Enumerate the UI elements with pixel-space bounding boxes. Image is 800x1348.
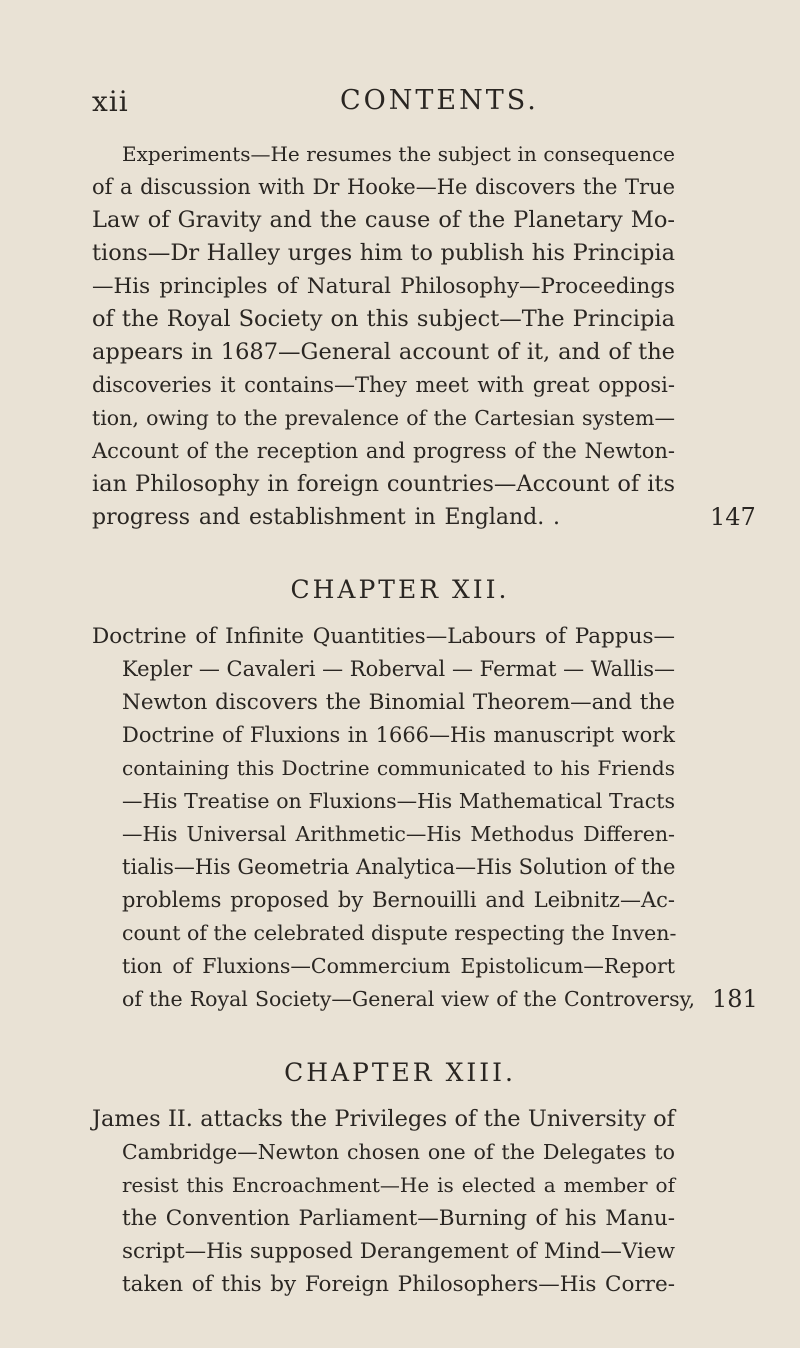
entry-line: script—His supposed Derangement of Mind—View	[122, 1239, 675, 1264]
page-number: 147	[710, 503, 756, 531]
entry-line: Law of Gravity and the cause of the Planetary Mo-	[92, 207, 675, 233]
entry-line: progress and establishment in England. .	[92, 505, 560, 530]
page-folio: xii	[92, 85, 129, 118]
entry-line: —His principles of Natural Philosophy—Proceedings	[92, 274, 675, 299]
entry-line: resist this Encroachment—He is elected a member of	[122, 1173, 675, 1197]
entry-line: ian Philosophy in foreign countries—Account of its	[92, 471, 675, 497]
running-title: CONTENTS.	[340, 85, 539, 116]
entry-line: of a discussion with Dr Hooke—He discovers the True	[92, 175, 675, 199]
entry-line: appears in 1687—General account of it, and of the	[92, 339, 675, 365]
entry-line: —His Universal Arithmetic—His Methodus Differen-	[122, 822, 675, 846]
entry-line: tion, owing to the prevalence of the Cartesian system—	[92, 406, 675, 430]
chapter-heading: CHAPTER XII.	[290, 575, 510, 604]
entry-line: Newton discovers the Binomial Theorem—and the	[122, 690, 675, 715]
entry-line: —His Treatise on Fluxions—His Mathematical Tracts	[122, 789, 675, 813]
entry-line: taken of this by Foreign Philosophers—His Corre-	[122, 1272, 675, 1297]
entry-line: count of the celebrated dispute respecting the Inven-	[122, 921, 677, 945]
entry-line: Kepler — Cavaleri — Roberval — Fermat — Wallis—	[122, 657, 675, 681]
entry-line: of the Royal Society—General view of the Controversy,	[122, 987, 695, 1011]
page-header	[0, 85, 800, 125]
entry-line: Doctrine of Fluxions in 1666—His manuscript work	[122, 723, 675, 747]
entry-line: James II. attacks the Privileges of the University of	[92, 1106, 675, 1132]
entry-line: Experiments—He resumes the subject in consequence	[122, 142, 675, 166]
entry-line: Cambridge—Newton chosen one of the Delegates to	[122, 1140, 675, 1164]
entry-line: Account of the reception and progress of the Newton-	[92, 439, 675, 463]
entry-line: Doctrine of Infinite Quantities—Labours of Pappus—	[92, 624, 675, 649]
entry-line: tion of Fluxions—Commercium Epistolicum—Report	[122, 954, 675, 978]
entry-line: the Convention Parliament—Burning of his Manu-	[122, 1206, 675, 1231]
entry-line: of the Royal Society on this subject—The Principia	[92, 306, 675, 332]
chapter-heading: CHAPTER XIII.	[284, 1058, 516, 1087]
entry-line: discoveries it contains—They meet with great opposi-	[92, 373, 675, 397]
entry-line: containing this Doctrine communicated to his Friends	[122, 756, 675, 780]
entry-line: tions—Dr Halley urges him to publish his Principia	[92, 240, 675, 266]
page-number: 181	[712, 985, 758, 1013]
entry-line: tialis—His Geometria Analytica—His Solution of the	[122, 855, 676, 879]
entry-line: problems proposed by Bernouilli and Leibnitz—Ac-	[122, 888, 675, 912]
